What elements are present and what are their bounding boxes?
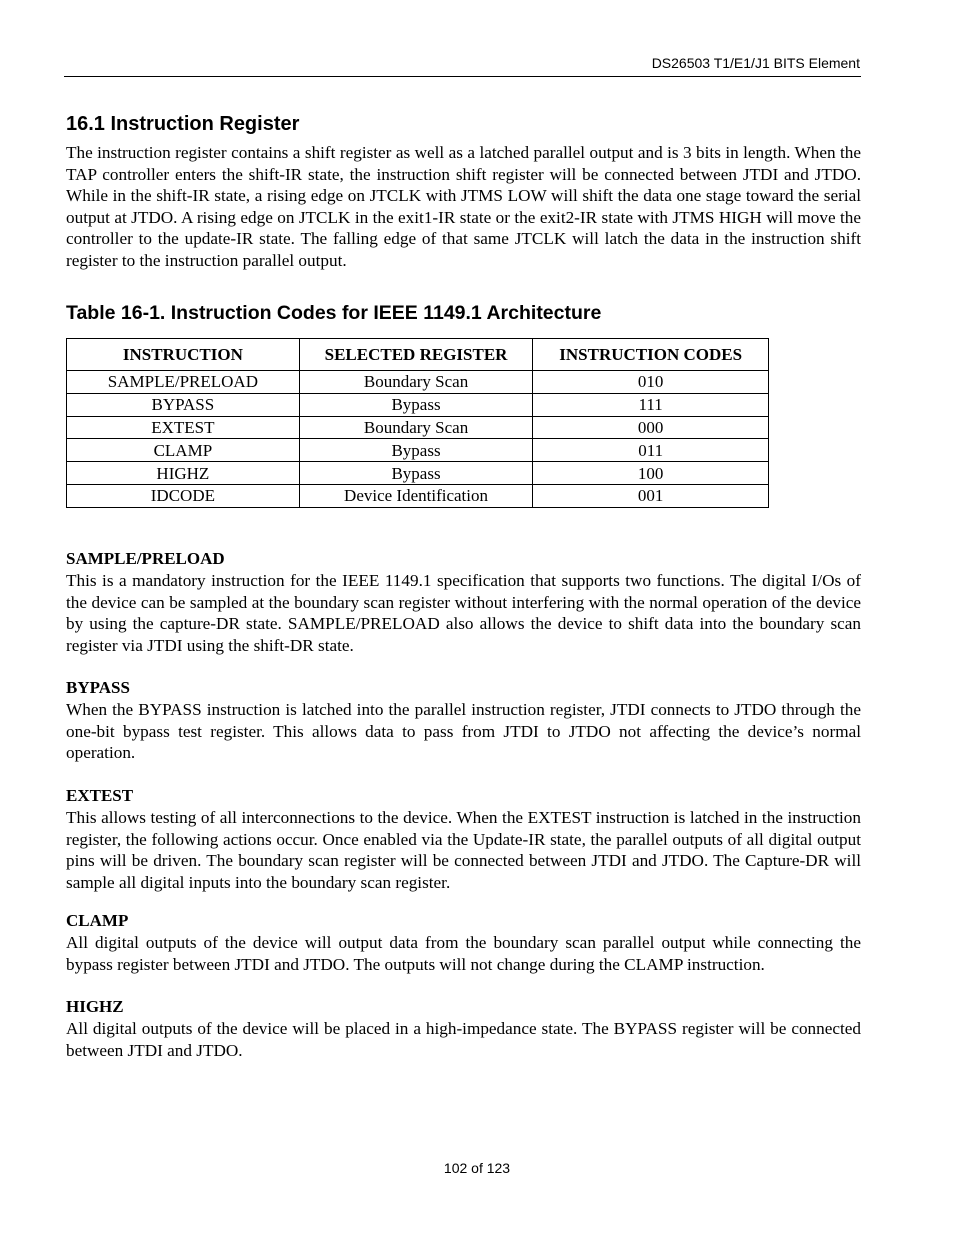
section-body: The instruction register contains a shift register as well as a latched parallel output and is 3 bits in length. When the TAP controller enters the shift-IR state, the instruction shift register will be connected between JTDI and JTDO. While in the shift-IR state, a rising edge on JTCLK with JTMS LOW will shift the data one stage toward the serial output at JTDO. A rising edge on JTCLK in the exit1-IR state or the exit2-IR state with JTMS HIGH will move the controller to the update-IR state. The falling edge of that same JTCLK will latch the data in the instruction shift register to the instruction parallel output. [66, 143, 861, 270]
table-cell: 001 [533, 484, 769, 507]
paragraph-sample-preload: This is a mandatory instruction for the IEEE 1149.1 specification that supports two functions. The digital I/Os of the device can be sampled at the boundary scan register without interfering with the normal operation of the device by using the capture-DR state. SAMPLE/PRELOAD also allows the device to shift data into the boundary scan register via JTDI using the shift-DR state. [66, 571, 861, 655]
table-row [67, 439, 769, 462]
table-cell: HIGHZ [67, 462, 300, 485]
header-rule [64, 76, 861, 77]
table-row [67, 416, 769, 439]
table-title: Table 16-1. Instruction Codes for IEEE 1149.1 Architecture [66, 302, 602, 324]
table-cell: 111 [533, 393, 769, 416]
subheading-clamp: CLAMP [66, 911, 129, 930]
paragraph-highz: All digital outputs of the device will be placed in a high-impedance state. The BYPASS register will be connected between JTDI and JTDO. [66, 1019, 861, 1060]
table-cell: Boundary Scan [299, 371, 533, 394]
instruction-codes-table [66, 338, 769, 508]
table-cell: 010 [533, 371, 769, 394]
table-cell: EXTEST [67, 416, 300, 439]
table-row [67, 484, 769, 507]
table-cell: 011 [533, 439, 769, 462]
table-cell: Bypass [299, 439, 533, 462]
column-header-instruction: INSTRUCTION [67, 339, 300, 371]
column-header-selected-register: SELECTED REGISTER [299, 339, 533, 371]
section-heading: 16.1 Instruction Register [66, 113, 300, 135]
table-cell: BYPASS [67, 393, 300, 416]
column-header-instruction-codes: INSTRUCTION CODES [533, 339, 769, 371]
page-number: 102 of 123 [443, 1160, 511, 1176]
paragraph-bypass: When the BYPASS instruction is latched into the parallel instruction register, JTDI connects to JTDO through the one-bit bypass test register. This allows data to pass from JTDI to JTDO not affecting the device’s normal operation. [66, 700, 861, 763]
table-cell: IDCODE [67, 484, 300, 507]
table-row [67, 393, 769, 416]
table-row [67, 371, 769, 394]
table-row [67, 462, 769, 485]
table-header-row [67, 339, 769, 371]
subheading-sample-preload: SAMPLE/PRELOAD [66, 549, 225, 568]
table-cell: SAMPLE/PRELOAD [67, 371, 300, 394]
subheading-highz: HIGHZ [66, 997, 124, 1016]
table-cell: Bypass [299, 393, 533, 416]
document-header-title: DS26503 T1/E1/J1 BITS Element [651, 55, 860, 71]
subheading-extest: EXTEST [66, 786, 134, 805]
table-cell: 100 [533, 462, 769, 485]
paragraph-clamp: All digital outputs of the device will output data from the boundary scan parallel output while connecting the bypass register between JTDI and JTDO. The outputs will not change during the CLAMP instruction. [66, 933, 861, 974]
table-cell: CLAMP [67, 439, 300, 462]
table-cell: 000 [533, 416, 769, 439]
subheading-bypass: BYPASS [66, 678, 130, 697]
table-cell: Device Identification [299, 484, 533, 507]
table-cell: Boundary Scan [299, 416, 533, 439]
table-cell: Bypass [299, 462, 533, 485]
paragraph-extest: This allows testing of all interconnections to the device. When the EXTEST instruction is latched in the instruction register, the following actions occur. Once enabled via the Update-IR state, the parallel outputs of all digital output pins will be driven. The boundary scan register will be connected between JTDI and JTDO. The Capture-DR will sample all digital inputs into the boundary scan register. [66, 808, 861, 892]
